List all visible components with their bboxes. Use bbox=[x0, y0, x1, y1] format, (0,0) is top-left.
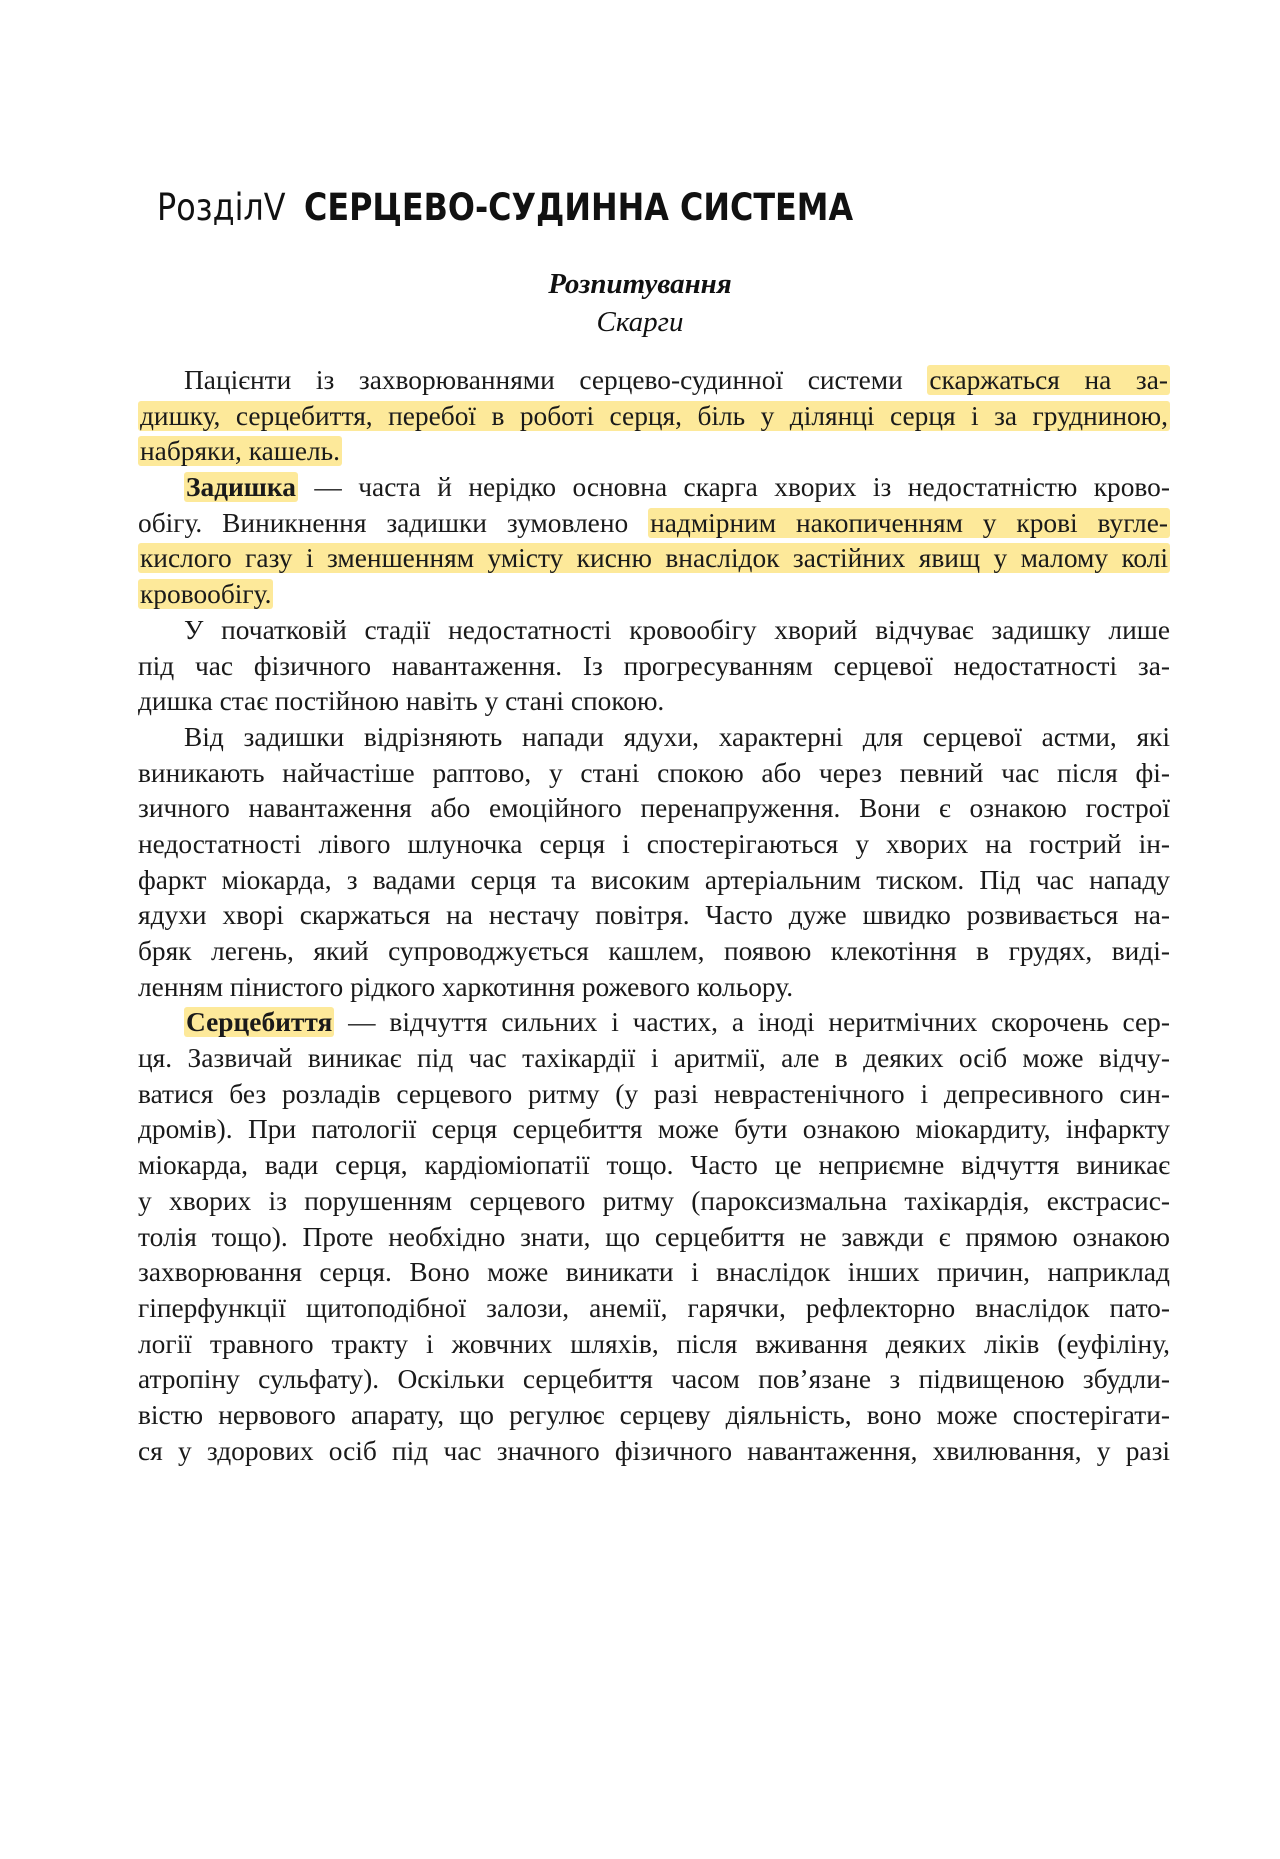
text-line: гіперфункції щитоподібної залози, анемії, гарячки, рефлекторно внаслідок пато- bbox=[138, 1292, 1170, 1323]
text-line: вістю нервового апарату, що регулює серцеву діяльність, воно може спостерігати- bbox=[138, 1399, 1170, 1430]
text-line: ся у здорових осіб під час значного фізичного навантаження, хвилювання, у разі bbox=[138, 1435, 1170, 1466]
text-line: обігу. Виникнення задишки зумовлено надмірним накопиченням у крові вугле- bbox=[138, 507, 1168, 538]
text-line: дромів). При патології серця серцебиття може бути ознакою міокардиту, інфаркту bbox=[138, 1114, 1170, 1145]
text-line: захворювання серця. Воно може виникати і внаслідок інших причин, наприклад bbox=[138, 1257, 1170, 1288]
text-line bbox=[138, 577, 1170, 613]
chapter-title: СЕРЦЕВО-СУДИННА СИСТЕМА bbox=[304, 186, 854, 229]
chapter-label: РозділV bbox=[157, 186, 286, 229]
text-line: ця. Зазвичай виникає під час тахікардії і аритмії, але в деяких осіб може відчу- bbox=[138, 1043, 1170, 1074]
text-line: бряк легень, який супроводжується кашлем, появою клекотіння в грудях, виді- bbox=[138, 936, 1170, 966]
text-line: виникають найчастіше раптово, у стані спокою або через певний час після фі- bbox=[138, 757, 1170, 788]
text-line: недостатності лівого шлуночка серця і спостерігаються у хворих на гострий ін- bbox=[138, 828, 1170, 859]
text-line: у хворих із порушенням серцевого ритму (пароксизмальна тахікардія, екстрасис- bbox=[138, 1185, 1170, 1216]
text-line: фаркт міокарда, з вадами серця та високим артеріальним тиском. Під час нападу bbox=[138, 864, 1170, 895]
highlight: надмірним накопиченням у крові вугле- bbox=[650, 507, 1168, 538]
subsection-title: Скарги bbox=[596, 306, 684, 338]
text-line: Від задишки відрізняють напади ядухи, характерні для серцевої астми, які bbox=[184, 721, 1170, 752]
highlighted-term: Задишка bbox=[186, 472, 296, 503]
text-line: Задишка — часта й нерідко основна скарга хворих із недостатністю крово- bbox=[186, 472, 1170, 503]
text-line: атропіну сульфату). Оскільки серцебиття часом пов’язане з підвищеною збудли- bbox=[138, 1364, 1170, 1395]
text-line: ватися без розладів серцевого ритму (у разі неврастенічного і депресивного син- bbox=[138, 1078, 1170, 1109]
highlight: скаржаться на за- bbox=[929, 365, 1168, 395]
text-line: У початковій стадії недостатності кровообігу хворий відчуває задишку лише bbox=[184, 614, 1170, 645]
text-line: міокарда, вади серця, кардіоміопатії тощо. Часто це неприємне відчуття виникає bbox=[138, 1150, 1170, 1181]
text-line: під час фізичного навантаження. Із прогресуванням серцевої недостатності за- bbox=[138, 650, 1170, 681]
text-line: ядухи хворі скаржаться на нестачу повітря. Часто дуже швидко розвивається на- bbox=[138, 900, 1170, 931]
text-line bbox=[138, 399, 1170, 435]
text-line bbox=[138, 541, 1170, 577]
highlighted-term: Серцебиття bbox=[186, 1007, 333, 1038]
text-line: толія тощо). Проте необхідно знати, що серцебиття не завжди є прямою ознакою bbox=[138, 1221, 1170, 1252]
highlight: дишку, серцебиття, перебої в роботі серця, біль у ділянці серця і за грудниною, bbox=[140, 400, 1168, 431]
text-line bbox=[138, 434, 1170, 470]
body-text bbox=[138, 363, 1170, 1469]
text-line: дишка стає постійною навіть у стані спокою. bbox=[138, 686, 665, 717]
highlight: набряки, кашель. bbox=[140, 436, 341, 467]
text-line: логії травного тракту і жовчних шляхів, після вживання деяких ліків (еуфіліну, bbox=[138, 1328, 1170, 1359]
text-line: ленням пінистого рідкого харкотиння рожевого кольору. bbox=[138, 971, 794, 1002]
text-line: Серцебиття — відчуття сильних і частих, а іноді неритмічних скорочень сер- bbox=[186, 1007, 1170, 1038]
highlight: кровообігу. bbox=[140, 579, 272, 610]
highlight: кислого газу і зменшенням умісту кисню внаслідок застійних явищ у малому колі bbox=[140, 543, 1168, 574]
chapter-heading bbox=[157, 182, 1157, 234]
section-title: Розпитування bbox=[548, 268, 732, 300]
text-line: зичного навантаження або емоційного перенапруження. Вони є ознакою гострої bbox=[138, 793, 1170, 824]
text-line: Пацієнти із захворюваннями серцево-судинної системи скаржаться на за- bbox=[184, 365, 1168, 395]
